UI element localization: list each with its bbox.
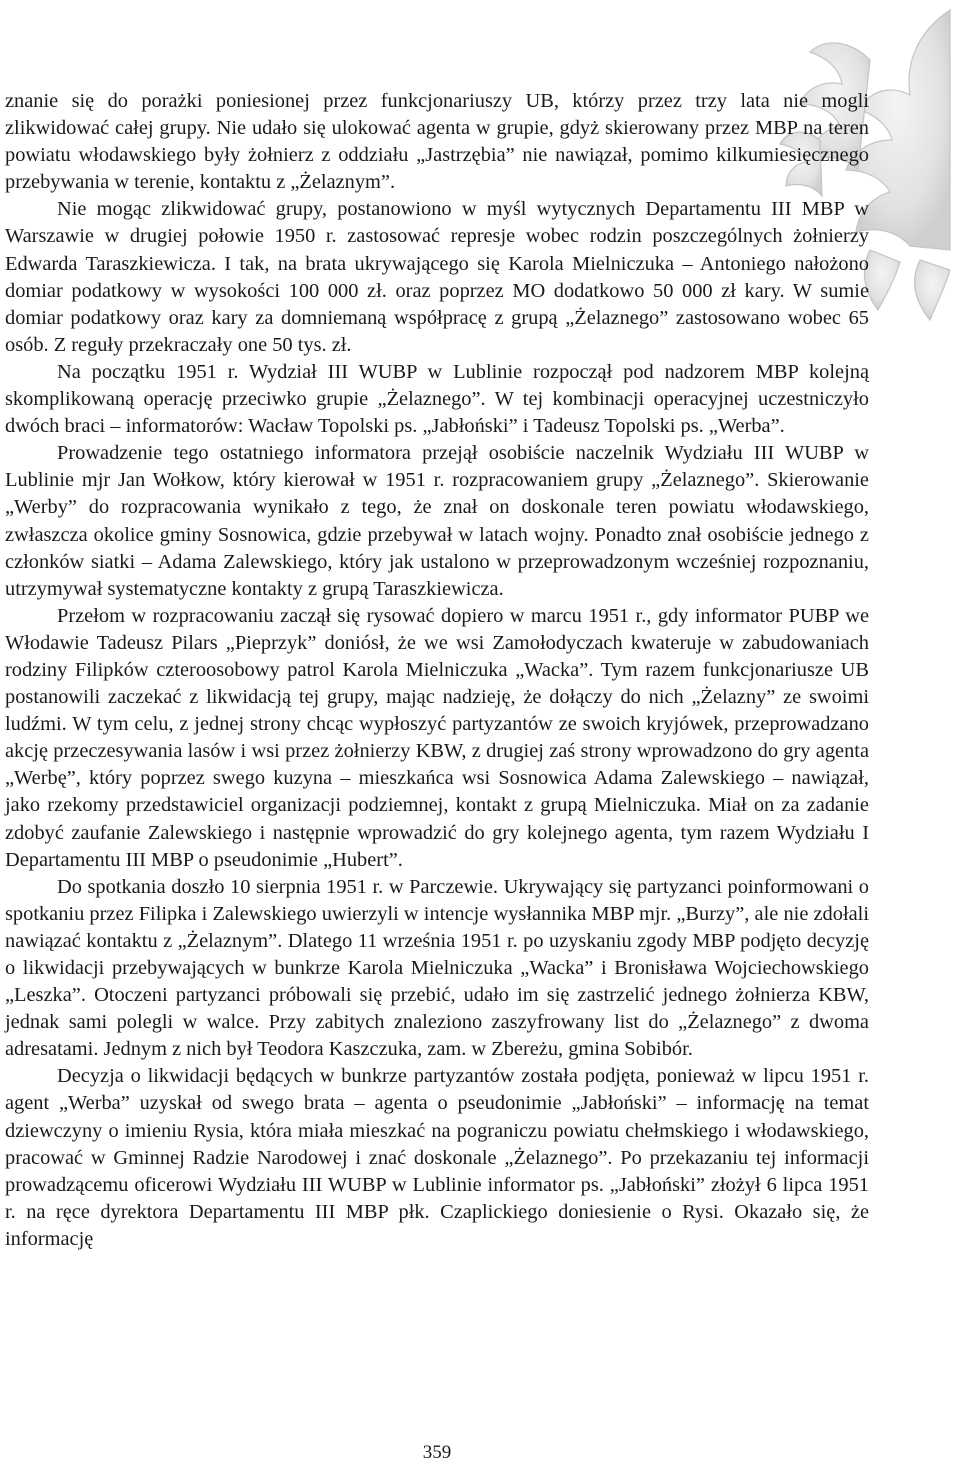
paragraph-1: znanie się do porażki poniesionej przez funkcjonariuszy UB, którzy przez trzy lata nie mogli zlikwidować całej grupy. Nie udało się ulokować agenta w grupie, gdyż skierowany przez MBP na teren powiatu włodawskiego były żołnierz z oddziału „Jastrzębia” nie nawiązał, pomimo kilkumiesięcznego przebywania w terenie, kontaktu z „Żelaznym”.: [5, 90, 869, 194]
page-number: 359: [422, 1442, 452, 1463]
paragraph-3: Na początku 1951 r. Wydział III WUBP w Lublinie rozpoczął pod nadzorem MBP kolejną skomplikowaną operację przeciwko grupie „Żelaznego”. W tej kombinacji operacyjnej uczestniczyło dwóch braci – informatorów: Wacław Topolski ps. „Jabłoński” i Tadeusz Topolski ps. „Werba”.: [5, 360, 869, 438]
paragraph-6: Do spotkania doszło 10 sierpnia 1951 r. w Parczewie. Ukrywający się partyzanci poinformowani o spotkaniu przez Filipka i Zalewskiego uwierzyli w intencje wysłannika MBP mjr. „Burzy”, ale nie zdołali nawiązać kontaktu z „Żelaznym”. Dlatego 11 września 1951 r. po uzyskaniu zgody MBP podjęto decyzję o likwidacji przebywających w bunkrze Karola Mielniczuka „Wacka” i Bronisława Wojciechowskiego „Leszka”. Otoczeni partyzanci próbowali się przebić, udało im się zastrzelić jednego żołnierza KBW, jednak sami polegli w walce. Przy zabitych znaleziono zaszyfrowany list do „Żelaznego” z dwoma adresatami. Jednym z nich był Teodora Kaszczuka, zam. w Zbereżu, gmina Sobibór.: [5, 875, 869, 1061]
paragraph-7: Decyzja o likwidacji będących w bunkrze partyzantów została podjęta, ponieważ w lipcu 1951 r. agent „Werba” uzyskał od swego brata – agenta o pseudonimie „Jabłoński” – informację na temat dziewczyny o imieniu Rysia, która miała mieszkać na pograniczu powiatu chełmskiego i włodawskiego, pracować w Gminnej Radzie Narodowej i znać doskonale „Żelaznego”. Po przekazaniu tej informacji prowadzącemu oficerowi Wydziału III WUBP w Lublinie informator ps. „Jabłoński” złożył 6 lipca 1951 r. na ręce dyrektora Departamentu III MBP płk. Czaplickiego doniesienie o Rysi. Okazało się, że informację: [5, 1065, 869, 1250]
paragraph-2: Nie mogąc zlikwidować grupy, postanowiono w myśl wytycznych Departamentu III MBP w Warszawie w drugiej połowie 1950 r. zastosować represje wobec rodzin poszczególnych żołnierzy Edwarda Taraszkiewicza. I tak, na brata ukrywającego się Karola Mielniczuka – Antoniego nałożono domiar podatkowy w wysokości 100 000 zł. oraz poprzez MO dodatkowo 50 000 zł kary. W sumie domiar podatkowy oraz kary za domniemaną współpracę z grupą „Żelaznego” zastosowano wobec 65 osób. Z reguły przekraczały one 50 tys. zł.: [5, 198, 869, 356]
paragraph-4: Prowadzenie tego ostatniego informatora przejął osobiście naczelnik Wydziału III WUBP w Lublinie mjr Jan Wołkow, który kierował w 1951 r. rozpracowaniem grupy „Żelaznego”. Skierowanie „Werby” do rozpracowania wynikało z tego, że znał on doskonale teren powiatu włodawskiego, zwłaszcza okolice gminy Sosnowica, gdzie przebywał w latach wojny. Ponadto znał osobiście jednego z członków siatki – Adama Zalewskiego, który jak ustalono w przeprowadzonym wcześniej rozpoznaniu, utrzymywał systematyczne kontakty z grupą Taraszkiewicza.: [5, 442, 869, 600]
paragraph-5: Przełom w rozpracowaniu zaczął się rysować dopiero w marcu 1951 r., gdy informator PUBP we Włodawie Tadeusz Pilars „Pieprzyk” doniósł, że we wsi Zamołodyczach kwateruje w zabudowaniach rodziny Filipków czteroosobowy patrol Karola Mielniczuka „Wacka”. Tym razem funkcjonariusze UB postanowili zaczekać z likwidacją tej grupy, mając nadzieję, że dołączy do nich „Żelazny” ze swoimi ludźmi. W tym celu, z jednej strony chcąc wypłoszyć partyzantów ze swoich kryjówek, przeprowadzano akcję przeczesywania lasów i wsi przez żołnierzy KBW, z drugiej zaś strony wprowadzono do gry agenta „Werbę”, który poprzez swego kuzyna – mieszkańca wsi Sosnowica Adama Zalewskiego – nawiązał, jako rzekomy przedstawiciel organizacji podziemnej, kontakt z grupą Mielniczuka. Miał on za zadanie zdobyć zaufanie Zalewskiego i następnie wprowadzić do gry kolejnego agenta, tym razem Wydziału I Departamentu III MBP o pseudonimie „Hubert”.: [5, 604, 869, 871]
body-text: [5, 88, 869, 1253]
